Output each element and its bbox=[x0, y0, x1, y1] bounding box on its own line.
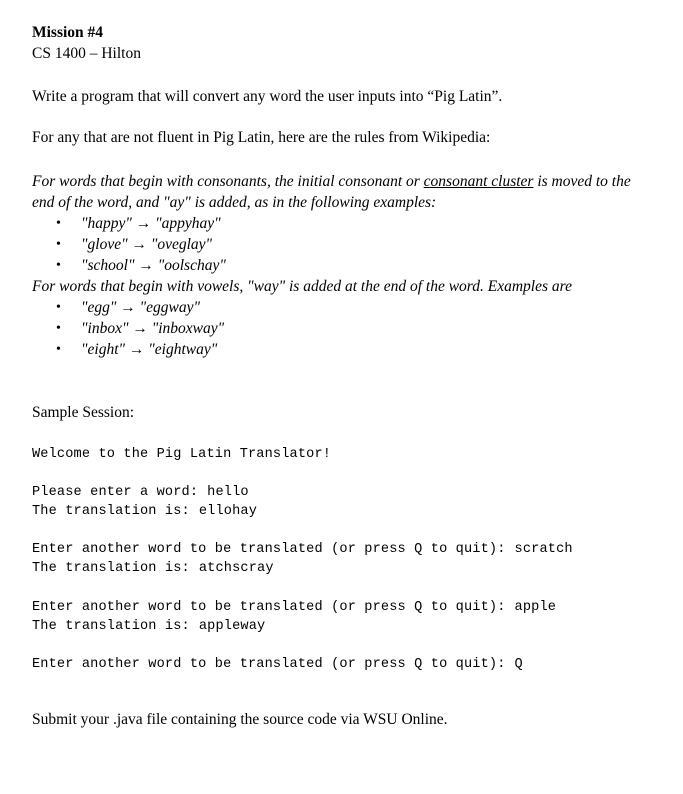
translation-output: atchscray bbox=[198, 561, 274, 576]
session-translation-line bbox=[32, 504, 257, 519]
user-input: hello bbox=[207, 485, 249, 500]
translation-label: The translation is: bbox=[32, 619, 190, 634]
session-prompt-line bbox=[32, 485, 249, 500]
user-input: scratch bbox=[514, 542, 573, 557]
list-item: • "eight" → "eightway" bbox=[56, 339, 224, 360]
consonant-examples-list bbox=[56, 213, 226, 276]
translation-output: appleway bbox=[198, 619, 266, 634]
translation-label: The translation is: bbox=[32, 561, 190, 576]
consonant-cluster-link[interactable]: consonant cluster bbox=[423, 173, 534, 190]
course-line: CS 1400 – Hilton bbox=[32, 45, 141, 62]
vowel-examples-list bbox=[56, 297, 224, 360]
session-translation-line bbox=[32, 619, 265, 634]
list-item: • "egg" → "eggway" bbox=[56, 297, 224, 318]
rules-intro-text: For any that are not fluent in Pig Latin, here are the rules from Wikipedia: bbox=[32, 129, 491, 146]
consonant-rule-part-a: For words that begin with consonants, the initial consonant or bbox=[32, 173, 424, 190]
list-item: • "glove" → "oveglay" bbox=[56, 234, 226, 255]
translation-label: The translation is: bbox=[32, 504, 190, 519]
prompt-text: Enter another word to be translated (or press Q to quit): bbox=[32, 657, 506, 672]
session-welcome: Welcome to the Pig Latin Translator! bbox=[32, 447, 332, 462]
mission-title: Mission #4 bbox=[32, 24, 104, 41]
consonant-rule-part-b: is moved to the bbox=[533, 173, 631, 190]
vowel-rule-text: For words that begin with vowels, "way" is added at the end of the word. Examples are bbox=[32, 278, 572, 295]
prompt-text: Enter another word to be translated (or press Q to quit): bbox=[32, 600, 506, 615]
consonant-rule-line1 bbox=[32, 173, 631, 191]
submit-instructions: Submit your .java file containing the source code via WSU Online. bbox=[32, 711, 448, 728]
user-input: apple bbox=[514, 600, 557, 615]
prompt-text: Enter another word to be translated (or press Q to quit): bbox=[32, 542, 506, 557]
translation-output: ellohay bbox=[198, 504, 258, 519]
list-item: • "school" → "oolschay" bbox=[56, 255, 226, 276]
prompt-text: Please enter a word: bbox=[32, 485, 199, 500]
list-item: • "inbox" → "inboxway" bbox=[56, 318, 224, 339]
list-item: • "happy" → "appyhay" bbox=[56, 213, 226, 234]
session-prompt-line bbox=[32, 657, 523, 672]
sample-session-label: Sample Session: bbox=[32, 404, 135, 421]
consonant-rule-line2: end of the word, and "ay" is added, as in the following examples: bbox=[32, 194, 437, 211]
session-translation-line bbox=[32, 561, 274, 576]
user-input: Q bbox=[514, 657, 523, 672]
session-prompt-line bbox=[32, 542, 573, 557]
intro-text: Write a program that will convert any word the user inputs into “Pig Latin”. bbox=[32, 88, 503, 105]
session-prompt-line bbox=[32, 600, 556, 615]
